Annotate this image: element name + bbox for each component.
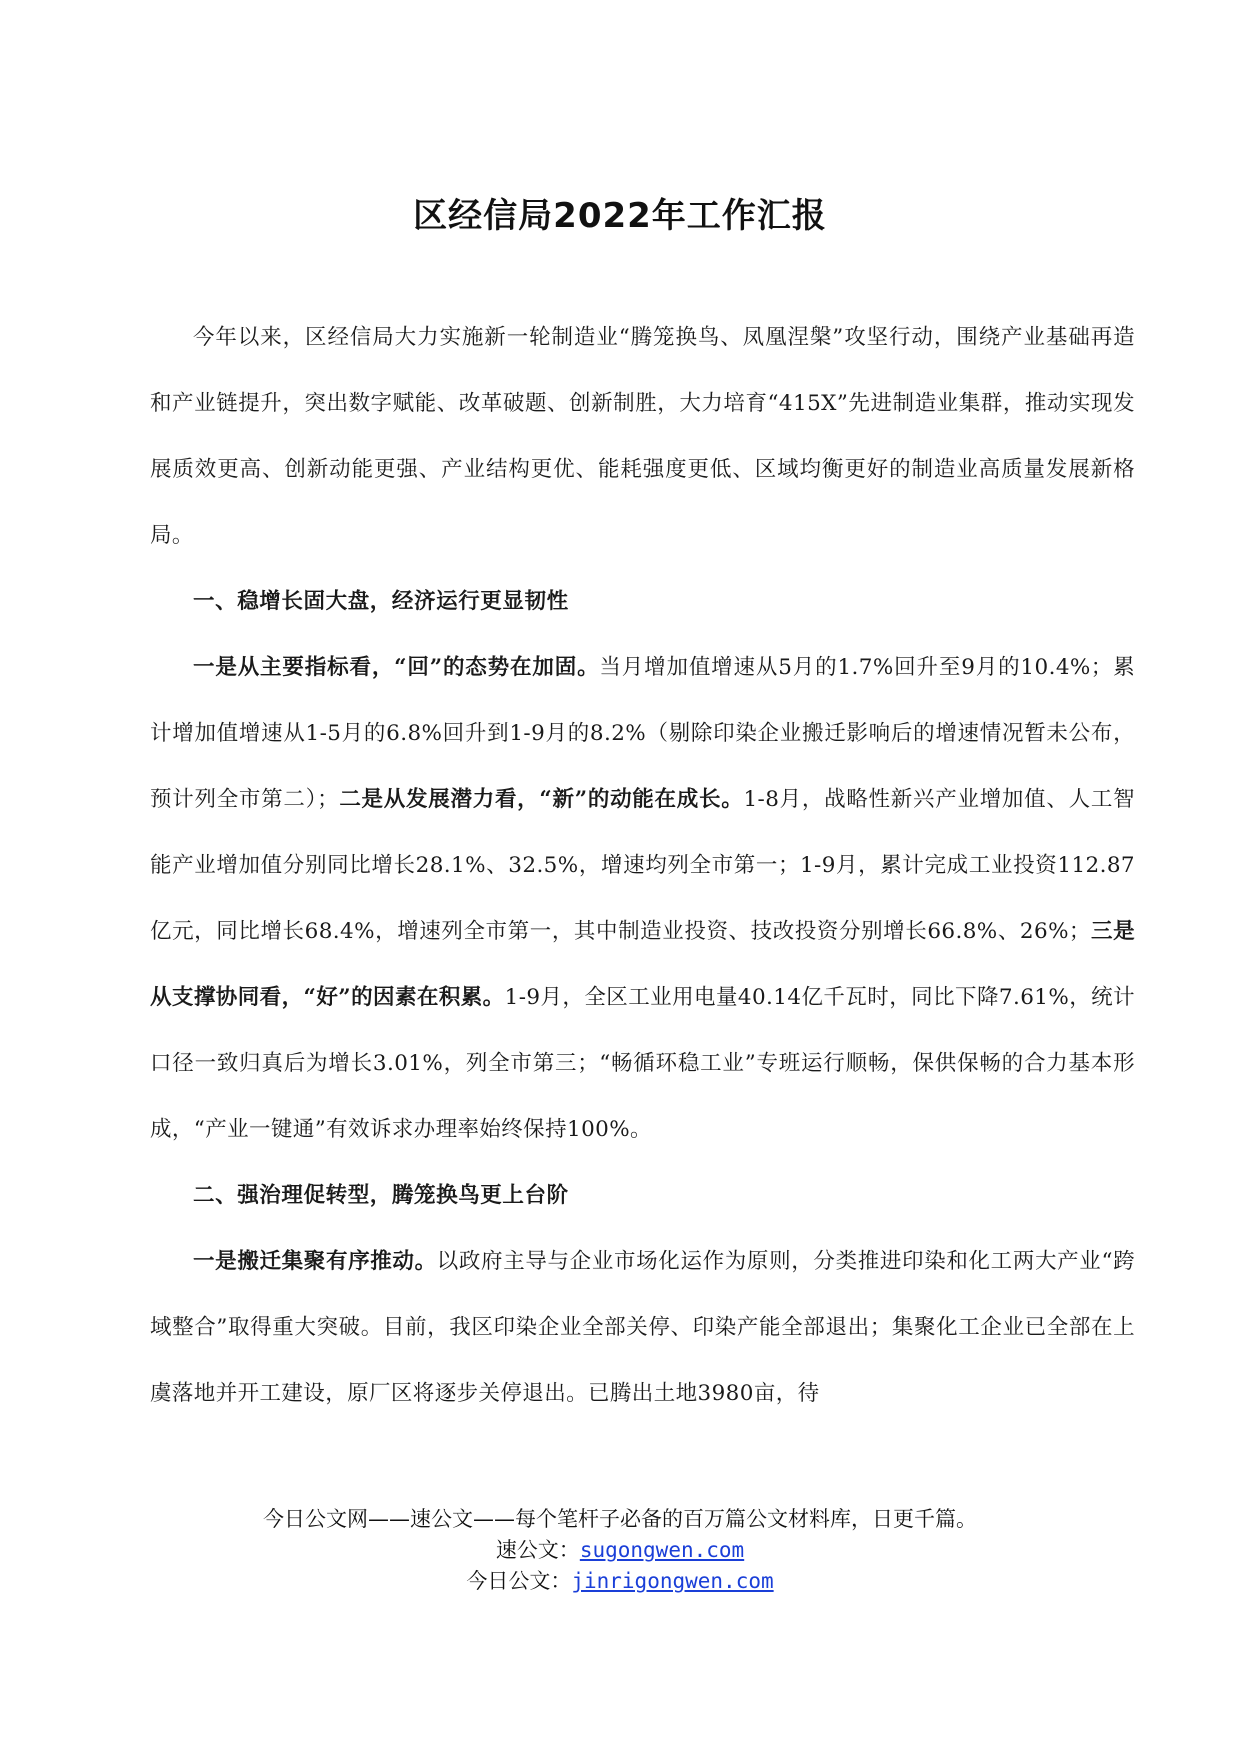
- footer-label-jinrigongwen: 今日公文：: [466, 1569, 572, 1593]
- section-1-point-1-lead: 一是从主要指标看，“回”的态势在加固。: [193, 655, 600, 680]
- section-2-paragraph: [150, 1229, 1135, 1427]
- section-2-heading: 二、强治理促转型，腾笼换鸟更上台阶: [193, 1183, 569, 1208]
- section-1-heading: 一、稳增长固大盘，经济运行更显韧性: [193, 589, 569, 614]
- intro-paragraph: 今年以来，区经信局大力实施新一轮制造业“腾笼换鸟、凤凰涅槃”攻坚行动，围绕产业基础再造和产业链提升，突出数字赋能、改革破题、创新制胜，大力培育“415X”先进制造业集群，推动实现发展质效更高、创新动能更强、产业结构更优、能耗强度更低、区域均衡更好的制造业高质量发展新格局。: [150, 325, 1135, 548]
- page-title: 区经信局2022年工作汇报: [413, 196, 827, 236]
- section-1-point-2-lead: 二是从发展潜力看，“新”的动能在成长。: [339, 787, 744, 812]
- section-1-point-2-text: 1-8月，战略性新兴产业增加值、人工智能产业增加值分别同比增长28.1%、32.5%，增速均列全市第一；1-9月，累计完成工业投资112.87亿元，同比增长68.4%，增速列全市第一，其中制造业投资、技改投资分别增长66.8%、26%；: [150, 787, 1135, 944]
- footer-slogan: 今日公文网——速公文——每个笔杆子必备的百万篇公文材料库，日更千篇。: [263, 1507, 977, 1531]
- footer-line-sugongwen: [0, 1535, 1240, 1566]
- footer-banner: [0, 1504, 1240, 1597]
- section-1-paragraph: [150, 635, 1135, 1163]
- section-1-point-3-text: 1-9月，全区工业用电量40.14亿千瓦时，同比下降7.61%，统计口径一致归真后为增长3.01%，列全市第三；“畅循环稳工业”专班运行顺畅，保供保畅的合力基本形成，“产业一键通”有效诉求办理率始终保持100%。: [150, 985, 1135, 1142]
- section-2-point-1-lead: 一是搬迁集聚有序推动。: [193, 1249, 437, 1274]
- section-2-point-1-text: 以政府主导与企业市场化运作为原则，分类推进印染和化工两大产业“跨域整合”取得重大突破。目前，我区印染企业全部关停、印染产能全部退出；集聚化工企业已全部在上虞落地并开工建设，原厂区将逐步关停退出。已腾出土地3980亩，待: [150, 1249, 1135, 1406]
- footer-label-sugongwen: 速公文：: [495, 1538, 580, 1562]
- footer-line-jinrigongwen: [0, 1566, 1240, 1597]
- sugongwen-link[interactable]: sugongwen.com: [579, 1538, 745, 1562]
- document-body: [150, 305, 1135, 1427]
- section-1-point-3-lead: 三是从支撑协同看，“好”的因素在积累。: [150, 919, 1135, 1010]
- jinrigongwen-link[interactable]: jinrigongwen.com: [571, 1569, 774, 1593]
- section-1-point-1-text: 当月增加值增速从5月的1.7%回升至9月的10.4%；累计增加值增速从1-5月的6.8%回升到1-9月的8.2%（剔除印染企业搬迁影响后的增速情况暂未公布，预计列全市第二）；: [150, 655, 1135, 812]
